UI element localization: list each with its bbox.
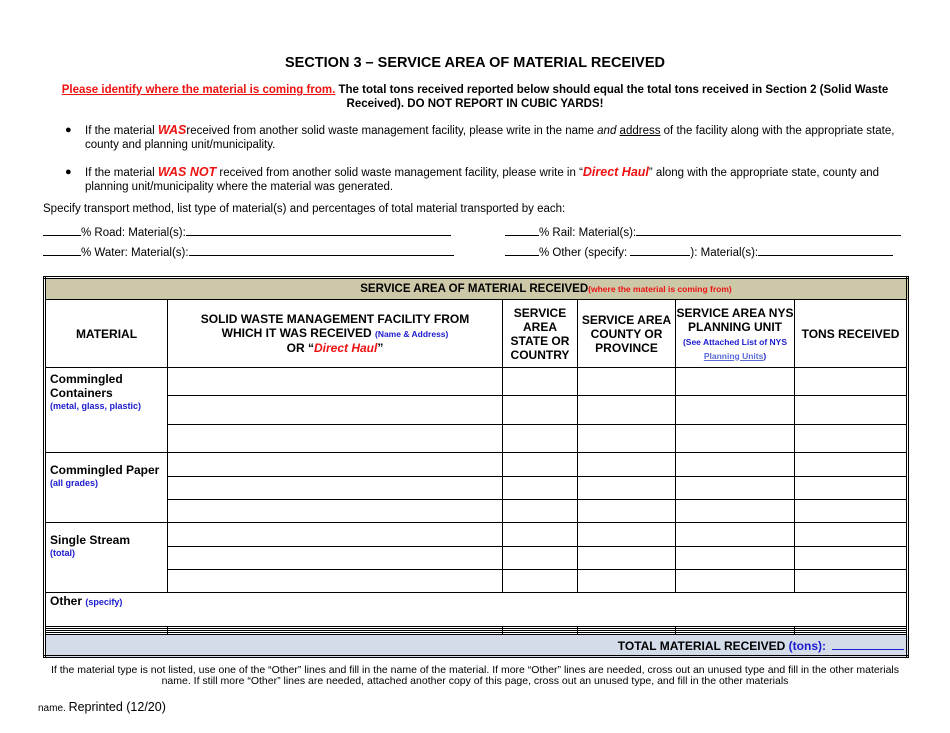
bullet-dot-icon: ● bbox=[65, 124, 72, 136]
nys-note-text: (See Attached List of NYS bbox=[682, 336, 788, 347]
cell-facility[interactable] bbox=[168, 523, 503, 546]
facility-header-or: OR “ bbox=[286, 341, 314, 355]
cell-tons[interactable] bbox=[795, 396, 908, 424]
cell-tons[interactable] bbox=[795, 476, 908, 499]
material-commingled-containers bbox=[45, 368, 168, 453]
cell-tons[interactable] bbox=[795, 499, 908, 522]
other-specify-field[interactable] bbox=[630, 245, 690, 256]
cell-county[interactable] bbox=[578, 476, 676, 499]
bullet-emphasis: WAS NOT bbox=[157, 165, 217, 179]
cell-county[interactable] bbox=[578, 569, 676, 592]
cell-state[interactable] bbox=[503, 424, 578, 452]
cell-tons[interactable] bbox=[795, 569, 908, 592]
header-nys-planning bbox=[676, 300, 795, 368]
other-material-label: ): Material(s): bbox=[690, 247, 759, 259]
cell-state[interactable] bbox=[503, 499, 578, 522]
nys-header-note bbox=[683, 337, 787, 361]
total-row bbox=[45, 635, 908, 657]
nys-note-close: ) bbox=[763, 350, 767, 361]
specify-instruction: Specify transport method, list type of material(s) and percentages of total material transported by each: bbox=[43, 203, 566, 215]
cell-planning-unit[interactable] bbox=[676, 523, 795, 546]
total-tons-field[interactable] bbox=[832, 638, 904, 650]
water-percent-field[interactable] bbox=[43, 245, 81, 256]
cell-state[interactable] bbox=[503, 569, 578, 592]
intro-instruction: The total tons received reported below should equal the total tons received in Section 2 (Solid Waste Received). DO NOT REPORT IN CUBIC YARDS! bbox=[338, 84, 889, 110]
material-name: Commingled Containers bbox=[50, 372, 123, 400]
cell-tons[interactable] bbox=[795, 368, 908, 396]
facility-header-direct-haul: Direct Haul bbox=[313, 341, 378, 355]
bullet-text: If the material bbox=[85, 125, 158, 137]
cell-facility[interactable] bbox=[168, 424, 503, 452]
nys-header-text: SERVICE AREA NYS PLANNING UNIT bbox=[676, 305, 794, 334]
water-material-field[interactable] bbox=[189, 245, 454, 256]
cell-county[interactable] bbox=[578, 453, 676, 476]
reprint-note bbox=[38, 700, 166, 714]
bullet-was bbox=[65, 123, 915, 152]
cell-facility[interactable] bbox=[168, 396, 503, 424]
header-county: SERVICE AREA COUNTY OR PROVINCE bbox=[578, 300, 676, 368]
other-line bbox=[505, 245, 893, 259]
header-tons: TONS RECEIVED bbox=[795, 300, 908, 368]
cell-state[interactable] bbox=[503, 396, 578, 424]
facility-header-text: SOLID WASTE MANAGEMENT FACILITY FROM WHICH IT WAS RECEIVED bbox=[200, 312, 470, 340]
header-material: MATERIAL bbox=[45, 300, 168, 368]
bullet-text: received from another solid waste management facility, please write in “ bbox=[216, 167, 583, 179]
other-material-field[interactable] bbox=[758, 245, 893, 256]
material-other bbox=[45, 593, 908, 627]
cell-facility[interactable] bbox=[168, 499, 503, 522]
header-facility bbox=[168, 300, 503, 368]
facility-header-quote: ” bbox=[377, 341, 384, 355]
cell-tons[interactable] bbox=[795, 424, 908, 452]
cell-tons[interactable] bbox=[795, 523, 908, 546]
bullet-dot-icon: ● bbox=[65, 166, 72, 178]
bullet-text: received from another solid waste management facility, please write in the name bbox=[186, 125, 598, 137]
rail-label: % Rail: Material(s): bbox=[539, 227, 637, 239]
planning-units-link[interactable]: Planning Units bbox=[703, 350, 764, 361]
total-label: TOTAL MATERIAL RECEIVED bbox=[617, 638, 786, 653]
rail-line bbox=[505, 225, 901, 239]
road-percent-field[interactable] bbox=[43, 225, 81, 236]
footnote: If the material type is not listed, use one of the “Other” lines and fill in the name of the material. If more “Other” lines are needed, cross out an unused type and fill in the other materials name. If still more “Other” lines are needed, attached another copy of this page, cross out an unused type, and fill in the other materials bbox=[50, 664, 900, 687]
cell-planning-unit[interactable] bbox=[676, 499, 795, 522]
other-label: % Other (specify: bbox=[539, 247, 628, 259]
cell-planning-unit[interactable] bbox=[676, 424, 795, 452]
bullet-was-not bbox=[65, 165, 915, 194]
water-label: % Water: Material(s): bbox=[81, 247, 189, 259]
bullet-direct-haul: Direct Haul bbox=[582, 165, 649, 179]
bullet-emphasis: WAS bbox=[157, 123, 187, 137]
rail-material-field[interactable] bbox=[636, 225, 901, 236]
cell-state[interactable] bbox=[503, 523, 578, 546]
material-sub: (total) bbox=[50, 548, 75, 559]
cell-planning-unit[interactable] bbox=[676, 546, 795, 569]
reprint-date: Reprinted (12/20) bbox=[68, 700, 166, 714]
cell-facility[interactable] bbox=[168, 453, 503, 476]
cell-state[interactable] bbox=[503, 476, 578, 499]
cell-planning-unit[interactable] bbox=[676, 396, 795, 424]
bullet-text: ” along with the appropriate state, county and planning unit/municipality where the material was generated. bbox=[85, 167, 880, 193]
bullet-italic: and bbox=[597, 125, 617, 137]
material-sub: (all grades) bbox=[50, 478, 99, 489]
road-label: % Road: Material(s): bbox=[81, 227, 186, 239]
cell-facility[interactable] bbox=[168, 569, 503, 592]
material-sub: (specify) bbox=[85, 597, 123, 608]
cell-county[interactable] bbox=[578, 499, 676, 522]
band-title: SERVICE AREA OF MATERIAL RECEIVED bbox=[360, 283, 589, 295]
table-band-header bbox=[45, 278, 908, 300]
cell-state[interactable] bbox=[503, 453, 578, 476]
cell-facility[interactable] bbox=[168, 368, 503, 396]
material-name: Commingled Paper bbox=[50, 463, 160, 478]
material-commingled-paper bbox=[45, 453, 168, 523]
material-sub: (metal, glass, plastic) bbox=[50, 401, 142, 411]
rail-percent-field[interactable] bbox=[505, 225, 539, 236]
cell-planning-unit[interactable] bbox=[676, 368, 795, 396]
cell-state[interactable] bbox=[503, 368, 578, 396]
cell-facility[interactable] bbox=[168, 546, 503, 569]
cell-planning-unit[interactable] bbox=[676, 476, 795, 499]
cell-state[interactable] bbox=[503, 546, 578, 569]
header-state: SERVICE AREA STATE OR COUNTRY bbox=[503, 300, 578, 368]
cell-county[interactable] bbox=[578, 396, 676, 424]
road-material-field[interactable] bbox=[186, 225, 451, 236]
water-line bbox=[43, 245, 454, 259]
intro-text bbox=[43, 83, 907, 111]
material-name: Other bbox=[50, 594, 83, 609]
page-title: SECTION 3 – SERVICE AREA OF MATERIAL RECEIVED bbox=[284, 55, 666, 71]
road-line bbox=[43, 225, 451, 239]
cell-planning-unit[interactable] bbox=[676, 453, 795, 476]
reprint-name: name. bbox=[38, 703, 66, 714]
facility-header-note: (Name & Address) bbox=[374, 329, 449, 339]
cell-facility[interactable] bbox=[168, 476, 503, 499]
cell-tons[interactable] bbox=[795, 546, 908, 569]
bullet-underline: address bbox=[619, 125, 661, 137]
bullet-text: of the facility along with the appropriate state, county and planning unit/municipality. bbox=[85, 125, 895, 151]
service-area-table bbox=[43, 276, 909, 658]
intro-warning: Please identify where the material is coming from. bbox=[61, 84, 336, 96]
material-single-stream bbox=[45, 523, 168, 593]
cell-tons[interactable] bbox=[795, 453, 908, 476]
cell-county[interactable] bbox=[578, 523, 676, 546]
other-percent-field[interactable] bbox=[505, 245, 539, 256]
bullet-text: If the material bbox=[85, 167, 158, 179]
cell-planning-unit[interactable] bbox=[676, 569, 795, 592]
cell-county[interactable] bbox=[578, 368, 676, 396]
cell-county[interactable] bbox=[578, 546, 676, 569]
material-name: Single Stream bbox=[50, 533, 131, 548]
band-subtitle: (where the material is coming from) bbox=[588, 284, 732, 294]
cell-county[interactable] bbox=[578, 424, 676, 452]
total-unit: (tons): bbox=[788, 638, 826, 653]
